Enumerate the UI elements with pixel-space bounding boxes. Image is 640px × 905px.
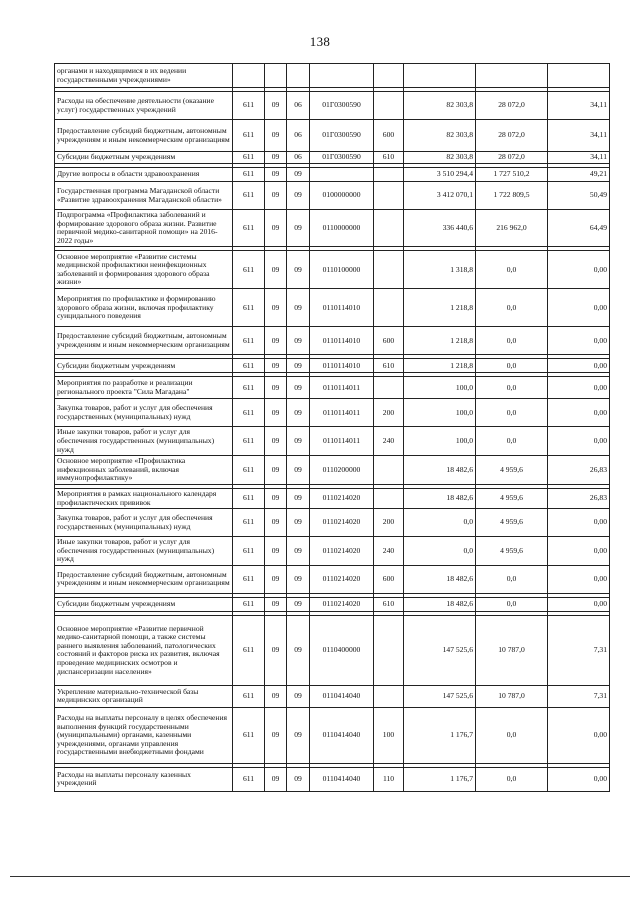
cell-csr [310,64,374,88]
cell-gr: 611 [233,152,265,164]
cell-pr: 09 [287,509,310,537]
cell-pr: 09 [287,327,310,355]
cell-vr: 610 [374,597,404,611]
cell-csr: 0110114011 [310,399,374,427]
cell-rz: 09 [265,251,287,289]
row-name: Основное мероприятие «Развитие первичной медико-санитарной помощи, а также системы раннего выявления заболеваний, патологических состояний и факторов риска их развития, включая проведение медицинских осмотров и диспансеризации населения» [55,615,233,685]
row-name: Расходы на выплаты персоналу в целях обеспечения выполнения функций государственными (муниципальными) органами, казенными учреждениями, органами управления государственными внебюджетными фондами [55,707,233,763]
row-name: Другие вопросы в области здравоохранения [55,168,233,182]
cell-rz: 09 [265,327,287,355]
cell-plan-sum: 18 482,6 [404,488,476,508]
cell-executed: 28 072,0 [476,92,548,120]
cell-pr: 09 [287,359,310,373]
cell-executed: 0,0 [476,767,548,791]
cell-pr: 09 [287,168,310,182]
cell-plan-sum: 1 176,7 [404,707,476,763]
cell-gr [233,64,265,88]
cell-rz: 09 [265,509,287,537]
cell-pr: 06 [287,120,310,152]
cell-gr: 611 [233,399,265,427]
cell-csr: 0110100000 [310,251,374,289]
cell-gr: 611 [233,377,265,399]
cell-pr: 09 [287,707,310,763]
row-name: Государственная программа Магаданской области «Развитие здравоохранения Магаданской области» [55,182,233,210]
cell-gr: 611 [233,767,265,791]
footer-rule [10,876,630,877]
row-name: Мероприятия по профилактике и формированию здорового образа жизни, включая профилактику суицидального поведения [55,289,233,327]
cell-plan-sum [404,64,476,88]
cell-percent: 0,00 [548,767,610,791]
cell-percent: 26,83 [548,456,610,485]
row-name: Мероприятия по разработке и реализации регионального проекта "Сила Магадана" [55,377,233,399]
cell-gr: 611 [233,359,265,373]
cell-vr: 600 [374,120,404,152]
cell-executed: 4 959,6 [476,488,548,508]
cell-pr: 09 [287,399,310,427]
cell-pr: 09 [287,182,310,210]
cell-vr [374,64,404,88]
table-row [55,251,610,289]
cell-percent: 0,00 [548,597,610,611]
cell-pr: 09 [287,488,310,508]
table-row [55,767,610,791]
cell-executed: 10 787,0 [476,685,548,707]
row-name: Субсидии бюджетным учреждениям [55,152,233,164]
cell-plan-sum: 1 318,8 [404,251,476,289]
cell-pr: 09 [287,289,310,327]
cell-csr: 0110214020 [310,565,374,593]
cell-executed: 0,0 [476,289,548,327]
page-number: 138 [309,34,331,49]
cell-csr: 01Г0300590 [310,92,374,120]
row-name: Субсидии бюджетным учреждениям [55,597,233,611]
cell-rz: 09 [265,537,287,566]
table-row [55,615,610,685]
cell-percent: 0,00 [548,377,610,399]
cell-gr: 611 [233,488,265,508]
cell-pr: 09 [287,377,310,399]
table-row [55,509,610,537]
cell-vr [374,377,404,399]
cell-percent: 34,11 [548,120,610,152]
row-name: Субсидии бюджетным учреждениям [55,359,233,373]
cell-csr: 0110200000 [310,456,374,485]
cell-percent: 34,11 [548,152,610,164]
table-row [55,327,610,355]
cell-pr: 06 [287,152,310,164]
cell-percent: 7,31 [548,685,610,707]
cell-gr: 611 [233,685,265,707]
cell-csr: 0110214020 [310,597,374,611]
table-row [55,427,610,456]
cell-vr [374,488,404,508]
cell-csr: 0110414040 [310,707,374,763]
cell-gr: 611 [233,456,265,485]
cell-plan-sum: 18 482,6 [404,597,476,611]
cell-csr: 0110214020 [310,537,374,566]
table-body [55,64,610,792]
cell-pr [287,64,310,88]
cell-plan-sum: 336 440,6 [404,210,476,247]
row-name: Расходы на выплаты персоналу казенных учреждений [55,767,233,791]
cell-plan-sum: 82 303,8 [404,152,476,164]
cell-csr: 0110114011 [310,377,374,399]
cell-vr [374,456,404,485]
cell-percent: 49,21 [548,168,610,182]
cell-plan-sum: 3 412 070,1 [404,182,476,210]
cell-percent: 0,00 [548,251,610,289]
cell-gr: 611 [233,537,265,566]
cell-csr: 0100000000 [310,182,374,210]
table-row [55,456,610,485]
cell-rz: 09 [265,92,287,120]
cell-percent: 0,00 [548,427,610,456]
cell-gr: 611 [233,251,265,289]
cell-plan-sum: 1 176,7 [404,767,476,791]
cell-pr: 09 [287,597,310,611]
row-name: Закупка товаров, работ и услуг для обеспечения государственных (муниципальных) нужд [55,399,233,427]
cell-rz: 09 [265,399,287,427]
row-name: органами и находящимися в их ведении государственными учреждениями» [55,64,233,88]
cell-percent: 50,49 [548,182,610,210]
cell-vr: 200 [374,509,404,537]
table-row [55,120,610,152]
cell-vr [374,615,404,685]
cell-rz: 09 [265,152,287,164]
cell-rz: 09 [265,767,287,791]
cell-pr: 09 [287,537,310,566]
cell-rz: 09 [265,707,287,763]
table-row [55,152,610,164]
row-name: Укрепление материально-технической базы медицинских организаций [55,685,233,707]
row-name: Подпрограмма «Профилактика заболеваний и формирование здорового образа жизни. Развитие первичной медико-санитарной помощи» на 2016-2022 годы» [55,210,233,247]
cell-gr: 611 [233,182,265,210]
table-row [55,707,610,763]
table-row [55,92,610,120]
cell-vr [374,168,404,182]
cell-plan-sum: 147 525,6 [404,615,476,685]
cell-percent: 64,49 [548,210,610,247]
row-name: Основное мероприятие «Развитие системы медицинской профилактики неинфекционных заболеваний и формирования здорового образа жизни» [55,251,233,289]
table-row [55,289,610,327]
cell-rz: 09 [265,359,287,373]
table-row [55,685,610,707]
cell-pr: 09 [287,565,310,593]
cell-percent: 0,00 [548,707,610,763]
cell-rz: 09 [265,168,287,182]
cell-vr: 100 [374,707,404,763]
table-row [55,399,610,427]
cell-csr: 0110114010 [310,327,374,355]
cell-rz: 09 [265,427,287,456]
cell-gr: 611 [233,707,265,763]
cell-percent: 34,11 [548,92,610,120]
cell-executed: 0,0 [476,565,548,593]
cell-vr: 600 [374,327,404,355]
cell-gr: 611 [233,565,265,593]
cell-csr: 0110114011 [310,427,374,456]
table-row [55,597,610,611]
cell-csr: 0110214020 [310,488,374,508]
cell-percent: 0,00 [548,565,610,593]
cell-gr: 611 [233,210,265,247]
cell-csr: 0110114010 [310,289,374,327]
cell-percent: 0,00 [548,359,610,373]
cell-gr: 611 [233,92,265,120]
table-row [55,359,610,373]
cell-executed: 0,0 [476,327,548,355]
cell-plan-sum: 82 303,8 [404,92,476,120]
cell-executed: 0,0 [476,377,548,399]
cell-vr [374,210,404,247]
cell-plan-sum: 147 525,6 [404,685,476,707]
cell-csr: 01Г0300590 [310,120,374,152]
cell-gr: 611 [233,615,265,685]
cell-gr: 611 [233,168,265,182]
cell-plan-sum: 3 510 294,4 [404,168,476,182]
row-name: Расходы на обеспечение деятельности (оказание услуг) государственных учреждений [55,92,233,120]
cell-executed: 216 962,0 [476,210,548,247]
budget-table [54,63,610,792]
cell-percent: 0,00 [548,289,610,327]
cell-gr: 611 [233,509,265,537]
cell-vr: 110 [374,767,404,791]
cell-executed: 1 727 510,2 [476,168,548,182]
row-name: Предоставление субсидий бюджетным, автономным учреждениям и иным некоммерческим организациям [55,120,233,152]
cell-executed: 0,0 [476,399,548,427]
cell-percent: 0,00 [548,509,610,537]
cell-rz: 09 [265,182,287,210]
cell-executed: 0,0 [476,597,548,611]
cell-plan-sum: 0,0 [404,537,476,566]
cell-executed [476,64,548,88]
cell-csr: 0110414040 [310,685,374,707]
row-name: Предоставление субсидий бюджетным, автономным учреждениям и иным некоммерческим организациям [55,327,233,355]
cell-percent: 0,00 [548,327,610,355]
cell-pr: 09 [287,767,310,791]
cell-executed: 0,0 [476,251,548,289]
table-row [55,182,610,210]
cell-rz [265,64,287,88]
cell-plan-sum: 100,0 [404,399,476,427]
row-name: Иные закупки товаров, работ и услуг для обеспечения государственных (муниципальных) нужд [55,537,233,566]
cell-executed: 10 787,0 [476,615,548,685]
table-row [55,64,610,88]
cell-executed: 28 072,0 [476,152,548,164]
cell-vr: 600 [374,565,404,593]
cell-csr [310,168,374,182]
cell-plan-sum: 18 482,6 [404,565,476,593]
cell-pr: 09 [287,456,310,485]
cell-plan-sum: 82 303,8 [404,120,476,152]
cell-rz: 09 [265,597,287,611]
cell-csr: 0110114010 [310,359,374,373]
cell-plan-sum: 100,0 [404,377,476,399]
cell-percent: 26,83 [548,488,610,508]
cell-percent: 0,00 [548,537,610,566]
cell-plan-sum: 18 482,6 [404,456,476,485]
cell-executed: 0,0 [476,707,548,763]
cell-vr: 610 [374,359,404,373]
cell-plan-sum: 100,0 [404,427,476,456]
cell-plan-sum: 1 218,8 [404,359,476,373]
cell-vr [374,182,404,210]
cell-executed: 0,0 [476,427,548,456]
cell-rz: 09 [265,377,287,399]
cell-executed: 4 959,6 [476,537,548,566]
row-name: Мероприятия в рамках национального календаря профилактических прививок [55,488,233,508]
cell-rz: 09 [265,615,287,685]
cell-rz: 09 [265,685,287,707]
cell-vr: 200 [374,399,404,427]
cell-percent: 7,31 [548,615,610,685]
cell-executed: 28 072,0 [476,120,548,152]
row-name: Закупка товаров, работ и услуг для обеспечения государственных (муниципальных) нужд [55,509,233,537]
cell-pr: 09 [287,210,310,247]
cell-vr [374,92,404,120]
table-row [55,537,610,566]
cell-rz: 09 [265,456,287,485]
cell-pr: 09 [287,685,310,707]
cell-rz: 09 [265,289,287,327]
row-name: Предоставление субсидий бюджетным, автономным учреждениям и иным некоммерческим организациям [55,565,233,593]
cell-csr: 0110214020 [310,509,374,537]
cell-executed: 4 959,6 [476,509,548,537]
cell-pr: 06 [287,92,310,120]
cell-vr [374,251,404,289]
row-name: Основное мероприятие «Профилактика инфекционных заболеваний, включая иммунопрофилактику» [55,456,233,485]
cell-executed: 1 722 809,5 [476,182,548,210]
table-row [55,377,610,399]
cell-plan-sum: 1 218,8 [404,327,476,355]
table-row [55,565,610,593]
cell-csr: 0110414040 [310,767,374,791]
cell-vr [374,685,404,707]
cell-gr: 611 [233,120,265,152]
cell-csr: 0110000000 [310,210,374,247]
cell-plan-sum: 0,0 [404,509,476,537]
cell-percent: 0,00 [548,399,610,427]
cell-gr: 611 [233,427,265,456]
cell-percent [548,64,610,88]
cell-vr: 240 [374,537,404,566]
table-row [55,488,610,508]
cell-vr: 610 [374,152,404,164]
table-row [55,210,610,247]
cell-executed: 0,0 [476,359,548,373]
cell-rz: 09 [265,120,287,152]
cell-gr: 611 [233,597,265,611]
cell-vr: 240 [374,427,404,456]
cell-rz: 09 [265,210,287,247]
cell-gr: 611 [233,289,265,327]
cell-vr [374,289,404,327]
table-row [55,168,610,182]
cell-plan-sum: 1 218,8 [404,289,476,327]
cell-gr: 611 [233,327,265,355]
cell-pr: 09 [287,427,310,456]
cell-csr: 0110400000 [310,615,374,685]
cell-rz: 09 [265,488,287,508]
cell-pr: 09 [287,615,310,685]
row-name: Иные закупки товаров, работ и услуг для обеспечения государственных (муниципальных) нужд [55,427,233,456]
cell-csr: 01Г0300590 [310,152,374,164]
cell-rz: 09 [265,565,287,593]
cell-pr: 09 [287,251,310,289]
cell-executed: 4 959,6 [476,456,548,485]
